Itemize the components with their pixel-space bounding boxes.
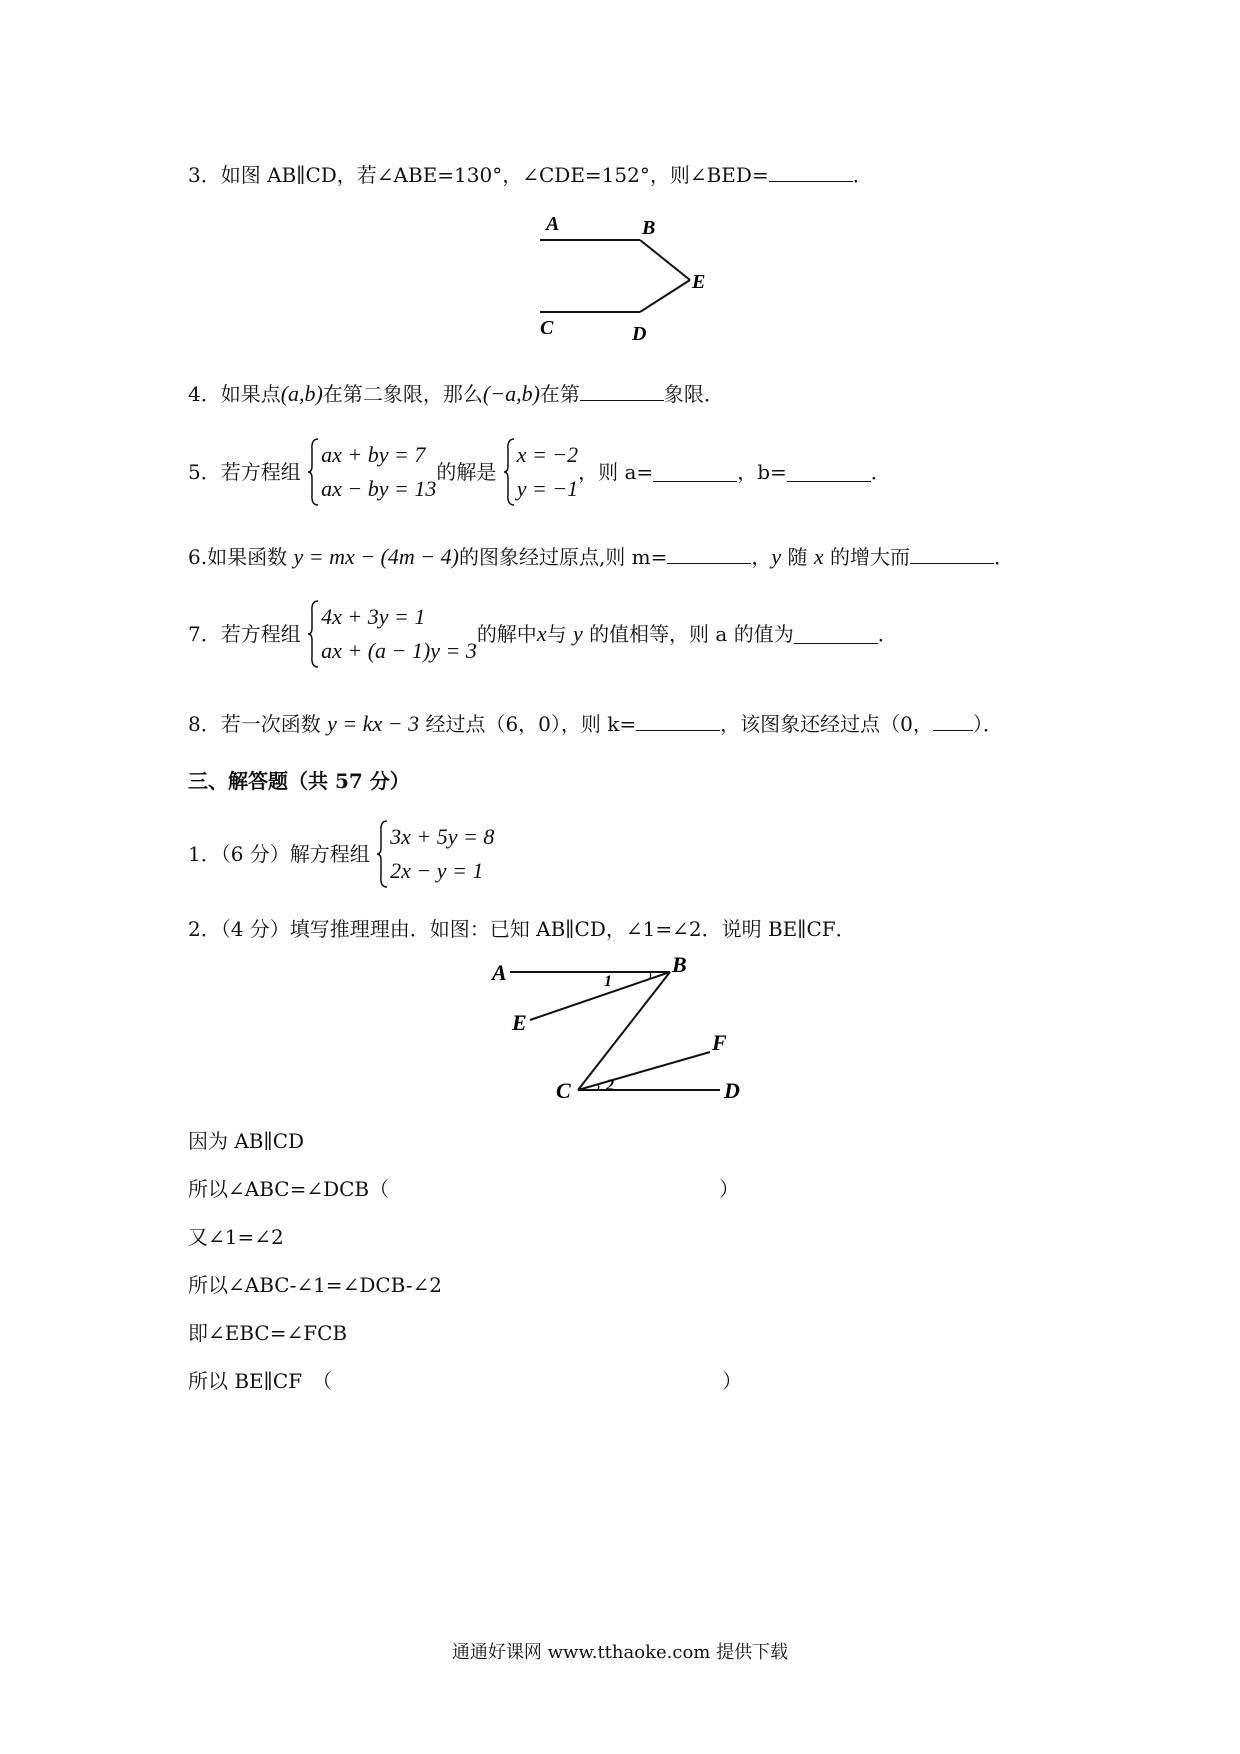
label-e: E (512, 1010, 527, 1035)
answer-blank (636, 712, 720, 731)
proof-line-4: 所以∠ABC-∠1=∠DCB-∠2 (188, 1273, 442, 1297)
label-a: A (546, 213, 560, 235)
label-d: D (632, 323, 647, 345)
label-f: F (712, 1030, 727, 1055)
answer-blank (580, 382, 664, 401)
figure-2 (480, 950, 780, 1110)
question-3: 3．如图 AB∥CD，若∠ABE=130°，∠CDE=152°，则∠BED= ． (188, 163, 873, 187)
answer-blank (769, 163, 853, 182)
label-e: E (692, 271, 706, 293)
answer-blank (667, 545, 751, 564)
equation-system: ax + by = 7 ax − by = 13 (307, 438, 436, 506)
section-heading: 三、解答题（共 57 分） (188, 769, 410, 793)
proof-line-6: 所以 BE∥CF （ ） (188, 1369, 743, 1393)
angle-2-label: 2 (606, 1077, 614, 1094)
solution-system: x = −2 y = −1 (503, 438, 578, 506)
answer-blank (910, 545, 994, 564)
label-a: A (492, 960, 507, 985)
equation-system: 3x + 5y = 8 2x − y = 1 (376, 820, 494, 888)
angle-1-label: 1 (604, 973, 612, 990)
question-5: 5．若方程组 ax + by = 7 ax − by = 13 的解是 x = −2 y = −1 ，则 a= ，b= ． (188, 438, 891, 506)
label-c: C (556, 1078, 571, 1103)
label-b: B (672, 952, 687, 977)
question-6: 6.如果函数 y = mx − (4m − 4)的图象经过原点,则 m= ，y 随 x 的增大而 ． (188, 544, 1014, 569)
label-b: B (642, 217, 656, 239)
problem-1: 1．（6 分）解方程组 3x + 5y = 8 2x − y = 1 (188, 820, 494, 888)
question-7: 7．若方程组 4x + 3y = 1 ax + (a − 1)y = 3 的解中x与 y 的值相等，则 a 的值为 ． (188, 600, 898, 668)
figure-1 (520, 210, 720, 350)
proof-line-5: 即∠EBC=∠FCB (188, 1321, 348, 1345)
label-d: D (724, 1078, 740, 1103)
proof-line-3: 又∠1=∠2 (188, 1225, 284, 1249)
proof-line-1: 因为 AB∥CD (188, 1129, 305, 1153)
answer-blank (653, 463, 737, 482)
page-footer: 通通好课网 www.tthaoke.com 提供下载 (451, 1642, 789, 1663)
question-4: 4．如果点(a,b)在第二象限，那么(−a,b)在第 象限． (188, 381, 724, 406)
answer-blank (794, 625, 878, 644)
equation-system: 4x + 3y = 1 ax + (a − 1)y = 3 (307, 600, 477, 668)
question-8: 8．若一次函数 y = kx − 3 经过点（6，0），则 k= ，该图象还经过点（0， ）． (188, 711, 1003, 736)
answer-blank (933, 712, 973, 731)
label-c: C (540, 317, 554, 339)
answer-blank (787, 463, 871, 482)
problem-2: 2．（4 分）填写推理理由．如图：已知 AB∥CD，∠1=∠2．说明 BE∥CF． (188, 917, 856, 941)
proof-line-2: 所以∠ABC=∠DCB（ ） (188, 1177, 740, 1201)
